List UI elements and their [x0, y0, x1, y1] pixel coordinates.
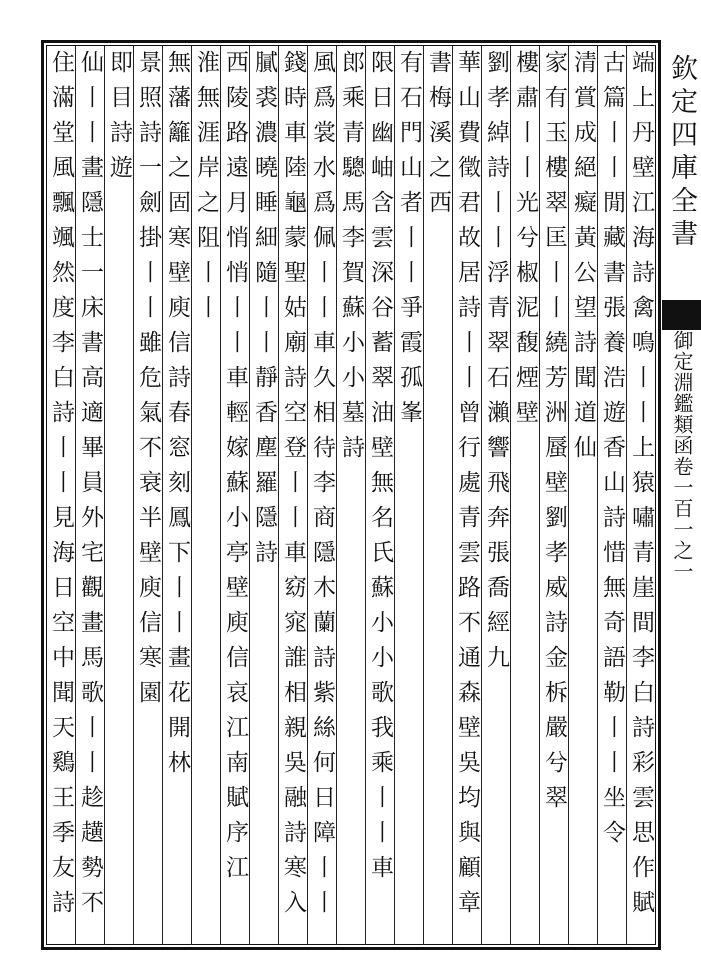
column-rule — [336, 46, 337, 945]
column-rule — [481, 46, 482, 945]
column-rule — [133, 46, 134, 945]
column-rule — [307, 46, 308, 945]
text-column: 淮無涯岸之阻丨丨 — [193, 50, 219, 330]
text-column: 劉孝綽詩丨丨浮青翠石瀨響飛奔張喬經九 — [483, 50, 509, 680]
book-title: 欽定四庫全書 — [666, 54, 697, 252]
column-rule — [75, 46, 76, 945]
fishtail-mark — [662, 300, 701, 330]
text-column: 限日幽岫含雲深谷蓄翠油壁無名氏蘇小小歌我乘丨丨車 — [367, 50, 393, 890]
text-column: 無藩籬之固寒壁庾信詩春窓刻鳳下丨丨畫花開林 — [164, 50, 190, 785]
text-column: 書梅溪之西 — [425, 50, 451, 225]
text-column: 住滿堂風飄颯然度李白詩丨丨見海日空中聞天鷄王季友詩 — [48, 50, 74, 925]
text-column: 清賞成絕癡黃公望詩聞道仙 — [570, 50, 596, 470]
text-column: 家有玉樓翠匡丨丨繞芳洲蜃壁劉孝威詩金柝嚴兮翠 — [541, 50, 567, 820]
text-column: 古篇丨丨閒藏書張養浩遊香山詩惜無奇語勒丨丨坐令 — [599, 50, 625, 855]
column-rule — [249, 46, 250, 945]
text-column: 有石門山者丨丨爭霞孤峯 — [396, 50, 422, 435]
text-column: 樓肅丨丨光兮椒泥馥煙壁 — [512, 50, 538, 435]
column-rule — [365, 46, 366, 945]
volume-label: 御定淵鑑類函卷一百一之一 — [670, 330, 694, 582]
text-column: 郎乘青驄馬李賀蘇小小墓詩 — [338, 50, 364, 470]
column-rule — [452, 46, 453, 945]
column-rule — [568, 46, 569, 945]
text-column: 風爲裳水爲佩丨丨車久相待李商隱木蘭詩紫絲何日障丨丨 — [309, 50, 335, 925]
column-rule — [539, 46, 540, 945]
column-rule — [162, 46, 163, 945]
text-column: 錢時車陸龜蒙聖姑廟詩空登丨丨車窈窕誰相親吳融詩寒入 — [280, 50, 306, 925]
text-column: 仙丨丨畫隱士一床書高適畢員外宅觀畫馬歌丨丨趁趪勢不 — [77, 50, 103, 925]
column-rule — [626, 46, 627, 945]
text-column: 西陵路遠月悄悄丨丨車輕嫁蘇小亭壁庾信哀江南賦序江 — [222, 50, 248, 890]
column-rule — [423, 46, 424, 945]
column-rule — [597, 46, 598, 945]
text-column: 景照詩一劍掛丨丨雖危氣不衰半壁庾信寒園 — [135, 50, 161, 715]
text-column: 膩裘濃曉睡細隨丨丨靜香塵羅隱詩 — [251, 50, 277, 575]
column-rule — [191, 46, 192, 945]
column-rule — [394, 46, 395, 945]
column-rule — [104, 46, 105, 945]
column-rule — [220, 46, 221, 945]
column-rule — [510, 46, 511, 945]
column-rule — [278, 46, 279, 945]
text-column: 即目詩遊 — [106, 50, 132, 190]
text-column: 華山費徵君故居詩丨丨曾行處青雲路不通森壁吳均與顧章 — [454, 50, 480, 925]
text-column: 端上丹壁江海詩禽鳴丨丨上猿嘯青崖間李白詩彩雲思作賦 — [628, 50, 654, 925]
